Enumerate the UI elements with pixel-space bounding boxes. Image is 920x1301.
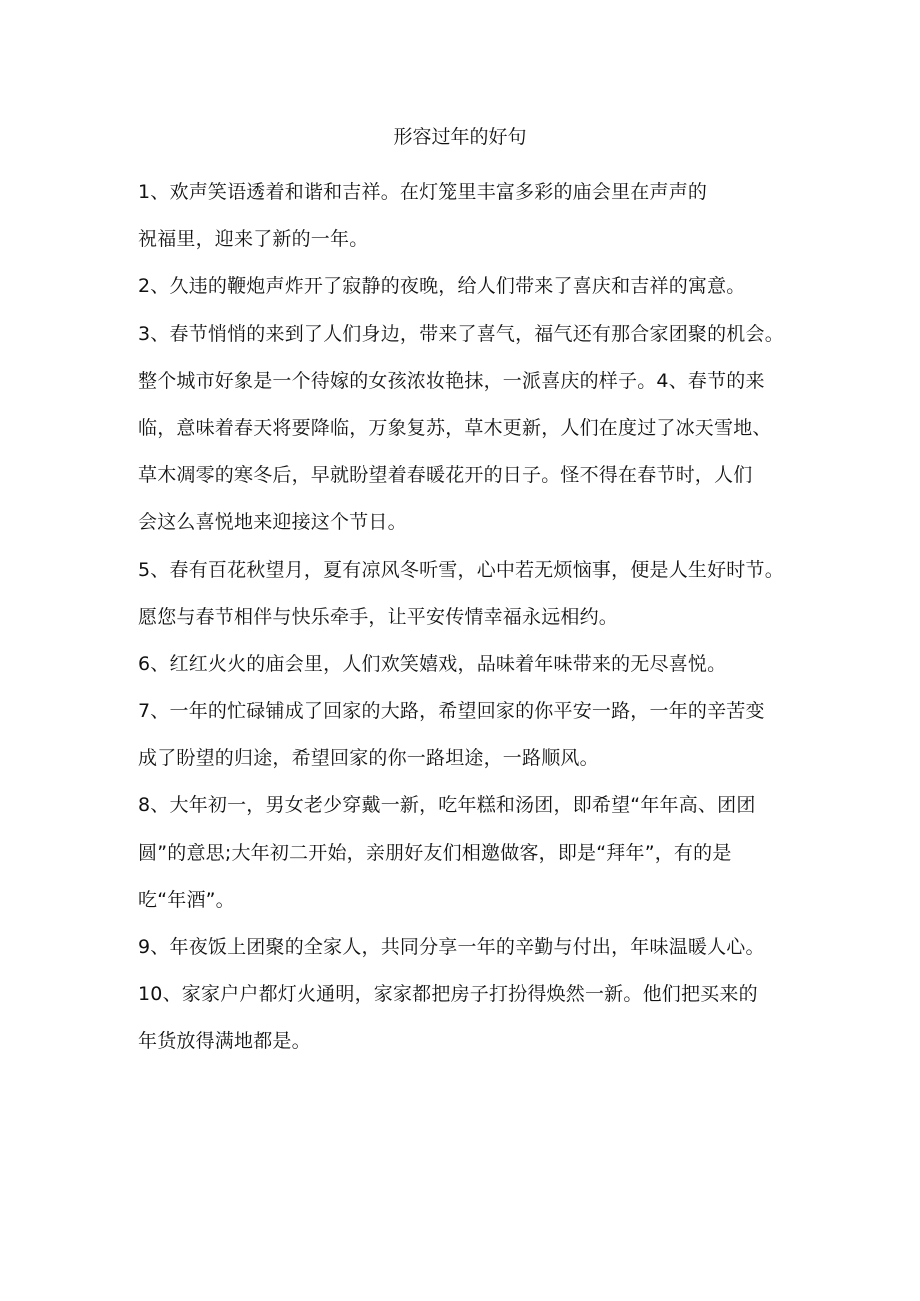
text-line: 吃“年酒”。	[138, 888, 235, 911]
text-line: 草木凋零的寒冬后，早就盼望着春暖花开的日子。怪不得在春节时，人们	[138, 464, 753, 487]
text-line: 2、久违的鞭炮声炸开了寂静的夜晚，给人们带来了喜庆和吉祥的寓意。	[138, 275, 746, 298]
text-line: 1、欢声笑语透着和谐和吉祥。在灯笼里丰富多彩的庙会里在声声的	[138, 181, 708, 203]
text-line: 7、一年的忙碌铺成了回家的大路，希望回家的你平安一路，一年的辛苦变	[138, 700, 765, 723]
text-line: 祝福里，迎来了新的一年。	[138, 228, 369, 251]
document-body	[138, 169, 798, 1066]
document-title: 形容过年的好句	[393, 126, 527, 148]
text-line: 圆”的意思;大年初二开始，亲朋好友们相邀做客，即是“拜年”，有的是	[138, 841, 732, 864]
text-line: 5、春有百花秋望月，夏有凉风冬听雪，心中若无烦恼事，便是人生好时节。	[138, 558, 784, 581]
text-line: 9、年夜饭上团聚的全家人，共同分享一年的辛勤与付出，年味温暖人心。	[138, 936, 765, 958]
text-line: 年货放得满地都是。	[138, 1030, 311, 1053]
text-line: 6、红红火火的庙会里，人们欢笑嬉戏，品味着年味带来的无尽喜悦。	[138, 652, 727, 675]
text-line: 10、家家户户都灯火通明，家家都把房子打扮得焕然一新。他们把买来的	[138, 983, 758, 1006]
text-line: 8、大年初一，男女老少穿戴一新，吃年糕和汤团，即希望“年年高、团团	[138, 794, 756, 817]
text-line: 会这么喜悦地来迎接这个节日。	[138, 511, 407, 534]
text-line: 整个城市好象是一个待嫁的女孩浓妆艳抹，一派喜庆的样子。4、春节的来	[138, 369, 765, 392]
text-line: 成了盼望的归途，希望回家的你一路坦途，一路顺风。	[138, 747, 599, 770]
text-line: 愿您与春节相伴与快乐牵手，让平安传情幸福永远相约。	[138, 605, 619, 628]
text-line: 3、春节悄悄的来到了人们身边，带来了喜气，福气还有那合家团聚的机会。	[138, 322, 784, 345]
text-line: 临，意味着春天将要降临，万象复苏，草木更新，人们在度过了冰天雪地、	[138, 416, 772, 439]
